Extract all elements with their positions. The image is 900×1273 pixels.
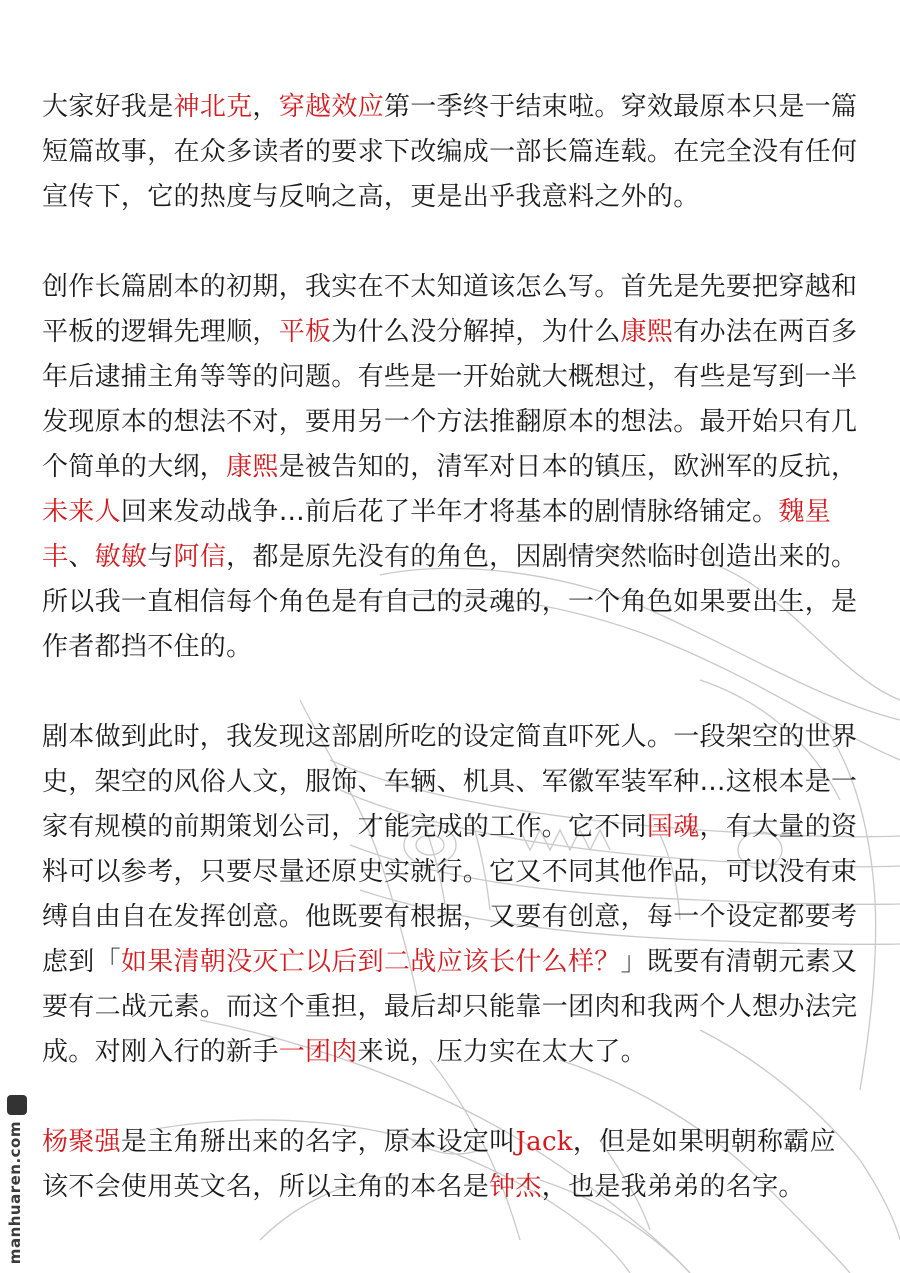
- text-segment: 是主角掰出来的名字，原本设定叫: [120, 1127, 516, 1157]
- text-segment: 大家好我是: [42, 92, 174, 122]
- paragraph-2: [42, 265, 862, 670]
- highlighted-term: 穿越效应: [278, 92, 384, 122]
- text-segment: 创作长篇剧本的初期，我实在不太知道该怎么写。首先是先要把穿越和平板的逻辑先理顺，: [42, 272, 858, 347]
- text-segment: 」既要有清朝元素又要有二战元素。而这个重担，最后却只能靠一团肉和我两个人想办法完成。对刚入行的新手: [42, 947, 858, 1067]
- highlighted-term: 阿信: [173, 542, 227, 572]
- text-segment: 有办法在两百多年后逮捕主角等等的问题。有些是一开始就大概想过，有些是写到一半发现原本的想法不对，要用另一个方法推翻原本的想法。最开始只有几个简单的大纲，: [42, 317, 858, 482]
- highlighted-term: Jack: [515, 1127, 573, 1157]
- watermark-text: manhuaren.com: [6, 1121, 24, 1265]
- text-segment: ，但是如果明朝称霸应该不会使用英文名，所以主角的本名是: [42, 1127, 836, 1202]
- text-segment: ，: [252, 92, 279, 122]
- text-segment: 与: [147, 542, 174, 572]
- paragraph-1: [42, 85, 862, 220]
- highlighted-term: 敏敏: [94, 542, 148, 572]
- highlighted-term: 神北克: [173, 92, 253, 122]
- highlighted-term: 国魂: [646, 812, 700, 842]
- watermark: [6, 1095, 28, 1265]
- text-segment: 来说，压力实在太大了。: [357, 1037, 647, 1067]
- text-segment: 、: [68, 542, 95, 572]
- highlighted-term: 一团肉: [278, 1037, 358, 1067]
- text-segment: ，都是原先没有的角色，因剧情突然临时创造出来的。所以我一直相信每个角色是有自己的灵魂的，一个角色如果要出生，是作者都挡不住的。: [42, 542, 858, 662]
- highlighted-term: 杨聚强: [42, 1127, 121, 1157]
- text-segment: 是被告知的，清军对日本的镇压，欧洲军的反抗，: [278, 452, 858, 482]
- highlighted-term: 钟杰: [489, 1172, 542, 1202]
- highlighted-term: 平板: [278, 317, 332, 347]
- text-segment: 回来发动战争…前后花了半年才将基本的剧情脉络铺定。: [120, 497, 779, 527]
- highlighted-term: 如果清朝没灭亡以后到二战应该长什么样？: [120, 947, 621, 977]
- text-segment: 第一季终于结束啦。穿效最原本只是一篇短篇故事，在众多读者的要求下改编成一部长篇连载。在完全没有任何宣传下，它的热度与反响之高，更是出乎我意料之外的。: [42, 92, 858, 212]
- manhuaren-logo-icon: [7, 1095, 27, 1115]
- paragraph-4: [42, 1120, 862, 1210]
- text-segment: 为什么没分解掉，为什么: [331, 317, 621, 347]
- document-body: [42, 85, 862, 1255]
- highlighted-term: 魏星丰: [42, 497, 832, 572]
- paragraph-3: [42, 715, 862, 1075]
- highlighted-term: 康熙: [620, 317, 674, 347]
- text-segment: ，有大量的资料可以参考，只要尽量还原史实就行。它又不同其他作品，可以没有束缚自由自在发挥创意。他既要有根据，又要有创意，每一个设定都要考虑到「: [42, 812, 858, 977]
- text-segment: 剧本做到此时，我发现这部剧所吃的设定简直吓死人。一段架空的世界史，架空的风俗人文，服饰、车辆、机具、军徽军装军种…这根本是一家有规模的前期策划公司，才能完成的工作。它不同: [42, 722, 858, 842]
- highlighted-term: 未来人: [42, 497, 121, 527]
- highlighted-term: 康熙: [226, 452, 279, 482]
- text-segment: ，也是我弟弟的名字。: [541, 1172, 805, 1202]
